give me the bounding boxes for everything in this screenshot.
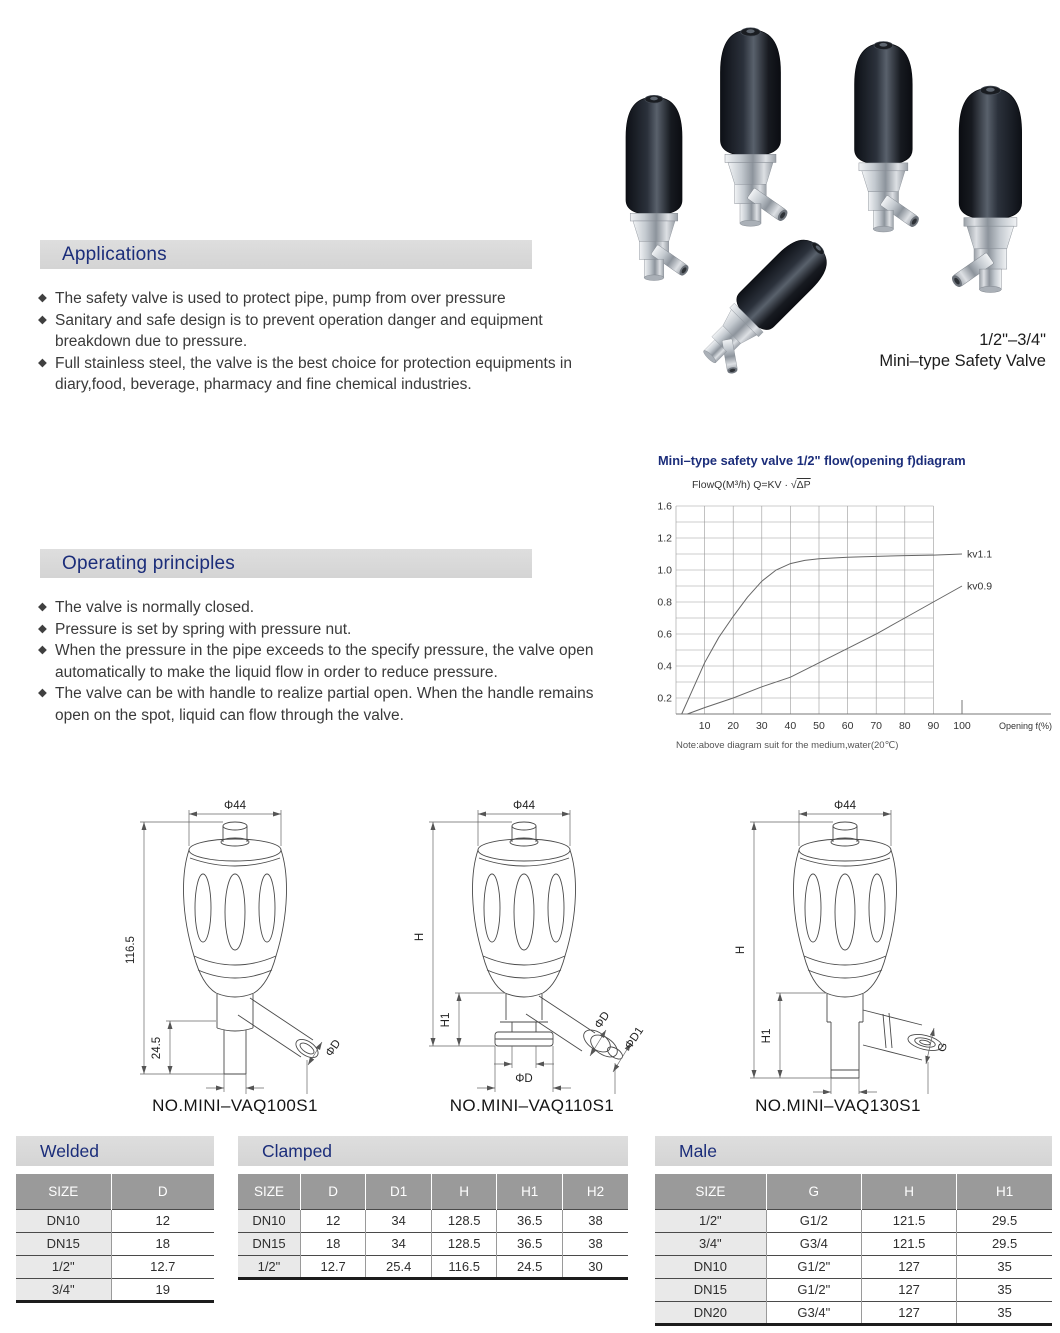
clamped-table-title: Clamped: [238, 1136, 628, 1166]
svg-text:1.6: 1.6: [657, 500, 672, 513]
hero-caption: [879, 330, 1046, 372]
svg-text:10: 10: [698, 720, 711, 732]
svg-text:0.6: 0.6: [657, 628, 672, 641]
series-label: kv0.9: [967, 580, 993, 593]
welded-table-title: Welded: [16, 1136, 214, 1166]
spec-table: [16, 1174, 214, 1303]
column-header: H2: [562, 1174, 628, 1209]
table-row: [655, 1209, 1052, 1232]
table-row: [655, 1232, 1052, 1255]
value-cell: 127: [861, 1278, 956, 1301]
dimension-lines: [750, 810, 934, 1094]
svg-text:100: 100: [953, 720, 971, 732]
size-cell: DN15: [16, 1232, 111, 1255]
table-row: [238, 1209, 628, 1232]
svg-text:0.2: 0.2: [657, 692, 672, 705]
list-item: ◆ The valve can be with handle to realize partial open. When the handle remains open on the spot, liquid can flow through the valve.: [38, 683, 598, 726]
svg-text:80: 80: [898, 720, 911, 732]
svg-text:40: 40: [784, 720, 797, 732]
dimension-labels: [414, 800, 646, 1094]
size-cell: DN15: [238, 1232, 300, 1255]
list-item: ◆ The valve is normally closed.: [38, 597, 598, 619]
svg-text:1.0: 1.0: [657, 564, 672, 577]
male-table-block: [655, 1136, 1052, 1326]
value-cell: 12: [111, 1209, 214, 1232]
value-cell: 38: [562, 1232, 628, 1255]
svg-text:90: 90: [927, 720, 940, 732]
value-cell: 121.5: [861, 1209, 956, 1232]
formula-prefix: FlowQ(M³/h) Q=KV · √: [692, 479, 797, 491]
svg-text:0.4: 0.4: [657, 660, 672, 673]
svg-text:ΦD1: ΦD1: [622, 1025, 647, 1052]
value-cell: 116.5: [431, 1255, 497, 1278]
value-cell: 19: [111, 1278, 214, 1301]
value-cell: 35: [957, 1278, 1052, 1301]
value-cell: 18: [111, 1232, 214, 1255]
value-cell: 24.5: [497, 1255, 563, 1278]
flow-diagram-chart: [655, 474, 1055, 759]
value-cell: 34: [366, 1232, 432, 1255]
value-cell: 18: [300, 1232, 366, 1255]
operating-principles-header: Operating principles: [40, 549, 532, 578]
column-header: H1: [957, 1174, 1052, 1209]
column-header: SIZE: [16, 1174, 111, 1209]
welded-table-block: [16, 1136, 214, 1303]
value-cell: G1/2": [766, 1278, 861, 1301]
column-header: H: [861, 1174, 956, 1209]
axis-labels: [657, 501, 1052, 733]
dimension-labels: [125, 800, 343, 1094]
svg-text:G: G: [936, 1041, 950, 1054]
value-cell: 127: [861, 1255, 956, 1278]
value-cell: 29.5: [957, 1209, 1052, 1232]
svg-text:20: 20: [727, 720, 740, 732]
table-row: [238, 1232, 628, 1255]
applications-header: Applications: [40, 240, 532, 269]
column-header: H: [431, 1174, 497, 1209]
list-item: ◆ Full stainless steel, the valve is the best choice for protection equipments in diary,food, beverage, pharmacy and fine chemical industries.: [38, 353, 593, 396]
value-cell: G1/2: [766, 1209, 861, 1232]
table-row: [655, 1301, 1052, 1324]
value-cell: 29.5: [957, 1232, 1052, 1255]
size-cell: 1/2": [655, 1209, 766, 1232]
size-cell: 1/2": [238, 1255, 300, 1278]
table-row: [16, 1255, 214, 1278]
svg-text:24.5: 24.5: [151, 1036, 163, 1060]
value-cell: 34: [366, 1209, 432, 1232]
male-table: [655, 1174, 1052, 1326]
svg-text:ΦD: ΦD: [515, 1073, 533, 1085]
value-cell: 127: [861, 1301, 956, 1324]
column-header: D: [111, 1174, 214, 1209]
svg-text:30: 30: [755, 720, 768, 732]
column-header: SIZE: [655, 1174, 766, 1209]
table-row: [16, 1232, 214, 1255]
valve-outline: [794, 822, 944, 1078]
svg-text:ΦD: ΦD: [592, 1009, 613, 1031]
value-cell: G3/4: [766, 1232, 861, 1255]
value-cell: 12: [300, 1209, 366, 1232]
welded-table: [16, 1174, 214, 1303]
chart-grid: [676, 506, 933, 714]
value-cell: 38: [562, 1209, 628, 1232]
size-cell: DN10: [16, 1209, 111, 1232]
series-label: kv1.1: [967, 548, 993, 561]
table-row: [238, 1255, 628, 1278]
table-row: [16, 1209, 214, 1232]
value-cell: 35: [957, 1301, 1052, 1324]
list-item: ◆ The safety valve is used to protect pipe, pump from over pressure: [38, 288, 593, 310]
svg-text:Φ44: Φ44: [834, 800, 856, 812]
dimension-lines: [140, 810, 322, 1094]
column-header: D1: [366, 1174, 432, 1209]
list-item: ◆ Sanitary and safe design is to prevent operation danger and equipment breakdown due to pressure.: [38, 310, 593, 353]
header-row: [238, 1174, 628, 1209]
value-cell: 128.5: [431, 1232, 497, 1255]
chart-note: Note:above diagram suit for the medium,water(20℃): [676, 740, 899, 751]
value-cell: 36.5: [497, 1209, 563, 1232]
svg-text:H: H: [414, 932, 426, 942]
spec-table: [238, 1174, 628, 1280]
value-cell: 25.4: [366, 1255, 432, 1278]
svg-text:H1: H1: [440, 1012, 452, 1028]
operating-principles-list: [38, 597, 598, 726]
value-cell: 12.7: [300, 1255, 366, 1278]
svg-text:ΦD: ΦD: [323, 1037, 344, 1059]
chart-title: Mini–type safety valve 1/2" flow(opening f)diagram: [658, 453, 966, 468]
svg-text:H: H: [735, 945, 747, 955]
svg-text:0.8: 0.8: [657, 596, 672, 609]
size-cell: 3/4": [655, 1232, 766, 1255]
clamped-table-block: [238, 1136, 628, 1280]
svg-text:50: 50: [813, 720, 825, 732]
size-cell: DN20: [655, 1301, 766, 1324]
drawing-label: NO.MINI–VAQ130S1: [755, 1096, 921, 1115]
spec-table: [655, 1174, 1052, 1326]
list-item: ◆ Pressure is set by spring with pressure nut.: [38, 619, 598, 641]
header-row: [16, 1174, 214, 1209]
table-row: [655, 1255, 1052, 1278]
size-cell: DN10: [655, 1255, 766, 1278]
size-cell: DN15: [655, 1278, 766, 1301]
list-item: ◆ When the pressure in the pipe exceeds to the specify pressure, the valve open automatically to make the liquid flow in order to reduce pressure.: [38, 640, 598, 683]
svg-text:H1: H1: [761, 1028, 773, 1044]
table-row: [16, 1278, 214, 1301]
formula-radicand: ΔP: [796, 479, 811, 491]
hero-caption-size: 1/2"–3/4": [979, 331, 1046, 349]
size-cell: 1/2": [16, 1255, 111, 1278]
value-cell: 12.7: [111, 1255, 214, 1278]
applications-list: [38, 288, 593, 396]
value-cell: 30: [562, 1255, 628, 1278]
svg-text:70: 70: [870, 720, 883, 732]
technical-drawing-vaq130: [680, 782, 980, 1094]
value-cell: G3/4": [766, 1301, 861, 1324]
value-cell: 128.5: [431, 1209, 497, 1232]
clamped-table: [238, 1174, 628, 1280]
column-header: G: [766, 1174, 861, 1209]
hero-caption-name: Mini–type Safety Valve: [879, 352, 1046, 370]
column-header: H1: [497, 1174, 563, 1209]
svg-text:1.2: 1.2: [657, 532, 672, 545]
svg-text:Φ44: Φ44: [224, 800, 246, 812]
value-cell: G1/2": [766, 1255, 861, 1278]
technical-drawing-vaq110: [359, 782, 659, 1094]
table-row: [655, 1278, 1052, 1301]
drawing-label: NO.MINI–VAQ100S1: [152, 1096, 318, 1115]
value-cell: 121.5: [861, 1232, 956, 1255]
column-header: SIZE: [238, 1174, 300, 1209]
drawing-label: NO.MINI–VAQ110S1: [449, 1096, 615, 1115]
value-cell: 35: [957, 1255, 1052, 1278]
value-cell: 36.5: [497, 1232, 563, 1255]
male-table-title: Male: [655, 1136, 1052, 1166]
size-cell: DN10: [238, 1209, 300, 1232]
x-axis-title: Opening f(%): [998, 721, 1052, 731]
svg-text:Φ44: Φ44: [513, 800, 535, 812]
technical-drawing-vaq100: [70, 782, 370, 1094]
size-cell: 3/4": [16, 1278, 111, 1301]
valve-outline: [184, 822, 322, 1074]
header-row: [655, 1174, 1052, 1209]
svg-text:60: 60: [841, 720, 854, 732]
svg-text:116.5: 116.5: [125, 936, 137, 964]
dimension-labels: [735, 800, 950, 1094]
column-header: D: [300, 1174, 366, 1209]
